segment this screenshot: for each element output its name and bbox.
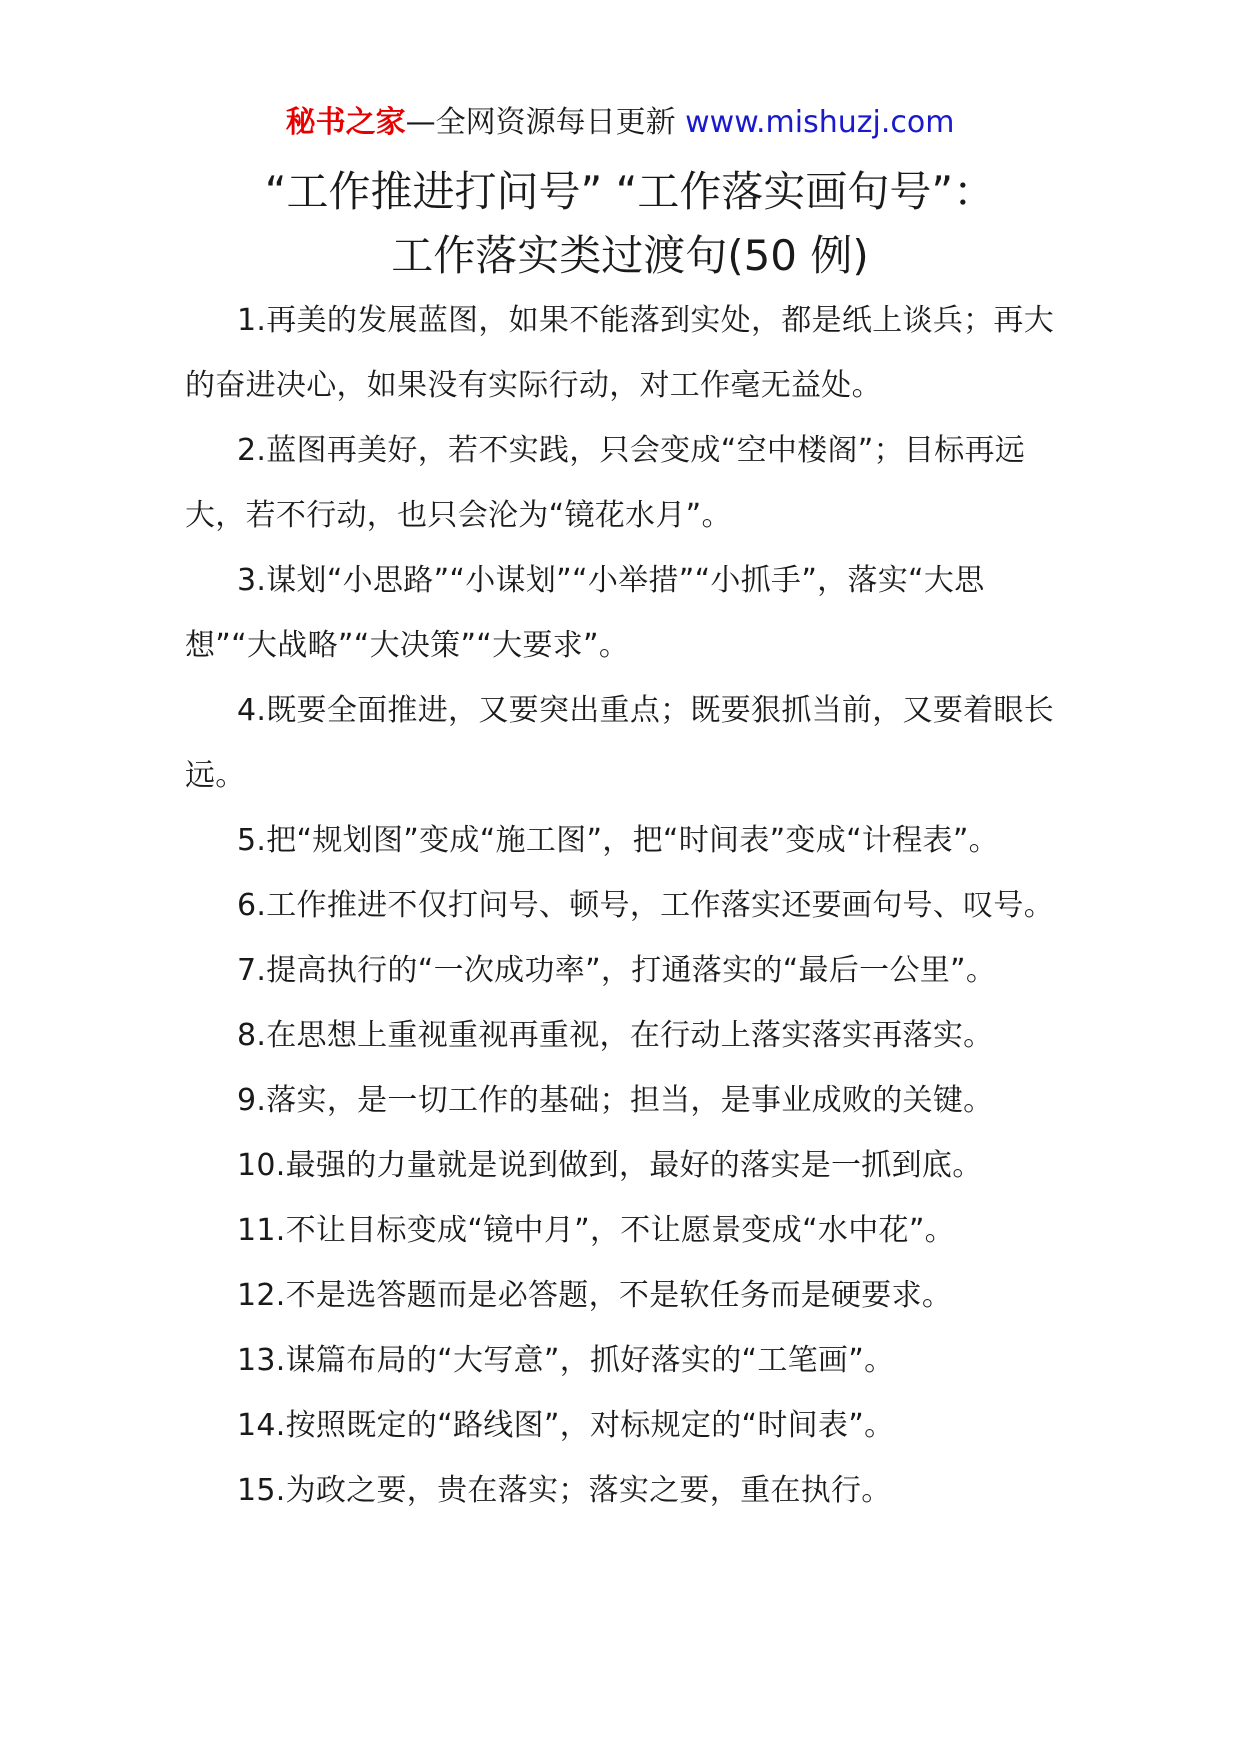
list-item: 9.落实，是一切工作的基础；担当，是事业成败的关键。 bbox=[237, 1083, 994, 1118]
list-item: 6.工作推进不仅打问号、顿号，工作落实还要画句号、叹号。 bbox=[237, 888, 1055, 923]
list-item: 7.提高执行的“一次成功率”，打通落实的“最后一公里”。 bbox=[237, 953, 997, 988]
title-line-1: “工作推进打问号” “工作落实画句号”： bbox=[264, 167, 996, 216]
brand-name: 秘书之家 bbox=[285, 105, 406, 140]
header-tagline: —全网资源每日更新 bbox=[405, 105, 686, 140]
list-item: 13.谋篇布局的“大写意”，抓好落实的“工笔画”。 bbox=[237, 1343, 895, 1378]
list-item: 8.在思想上重视重视再重视，在行动上落实落实再落实。 bbox=[237, 1018, 994, 1053]
list-item: 15.为政之要，贵在落实；落实之要，重在执行。 bbox=[237, 1473, 892, 1508]
list-item: 3.谋划“小思路”“小谋划”“小举措”“小抓手”，落实“大思想”“大战略”“大决策”“大要求”。 bbox=[185, 563, 985, 663]
title-line-2: 工作落实类过渡句(50 例) bbox=[391, 231, 869, 280]
list-item: 2.蓝图再美好，若不实践，只会变成“空中楼阁”；目标再远大，若不行动，也只会沦为“镜花水月”。 bbox=[185, 433, 1026, 533]
list-item: 12.不是选答题而是必答题，不是软任务而是硬要求。 bbox=[237, 1278, 953, 1313]
list-item: 1.再美的发展蓝图，如果不能落到实处，都是纸上谈兵；再大的奋进决心，如果没有实际行动，对工作毫无益处。 bbox=[185, 303, 1055, 403]
list-item: 5.把“规划图”变成“施工图”，把“时间表”变成“计程表”。 bbox=[237, 823, 999, 858]
document-title bbox=[180, 160, 1080, 288]
list-item: 14.按照既定的“路线图”，对标规定的“时间表”。 bbox=[237, 1408, 895, 1443]
list-item: 4.既要全面推进，又要突出重点；既要狠抓当前，又要着眼长远。 bbox=[185, 693, 1055, 793]
list-item: 10.最强的力量就是说到做到，最好的落实是一抓到底。 bbox=[237, 1148, 983, 1183]
site-header bbox=[0, 100, 1240, 146]
site-url-link[interactable]: www.mishuzj.com bbox=[685, 105, 955, 140]
list-item: 11.不让目标变成“镜中月”，不让愿景变成“水中花”。 bbox=[237, 1213, 955, 1248]
sentence-list bbox=[185, 288, 1055, 1523]
